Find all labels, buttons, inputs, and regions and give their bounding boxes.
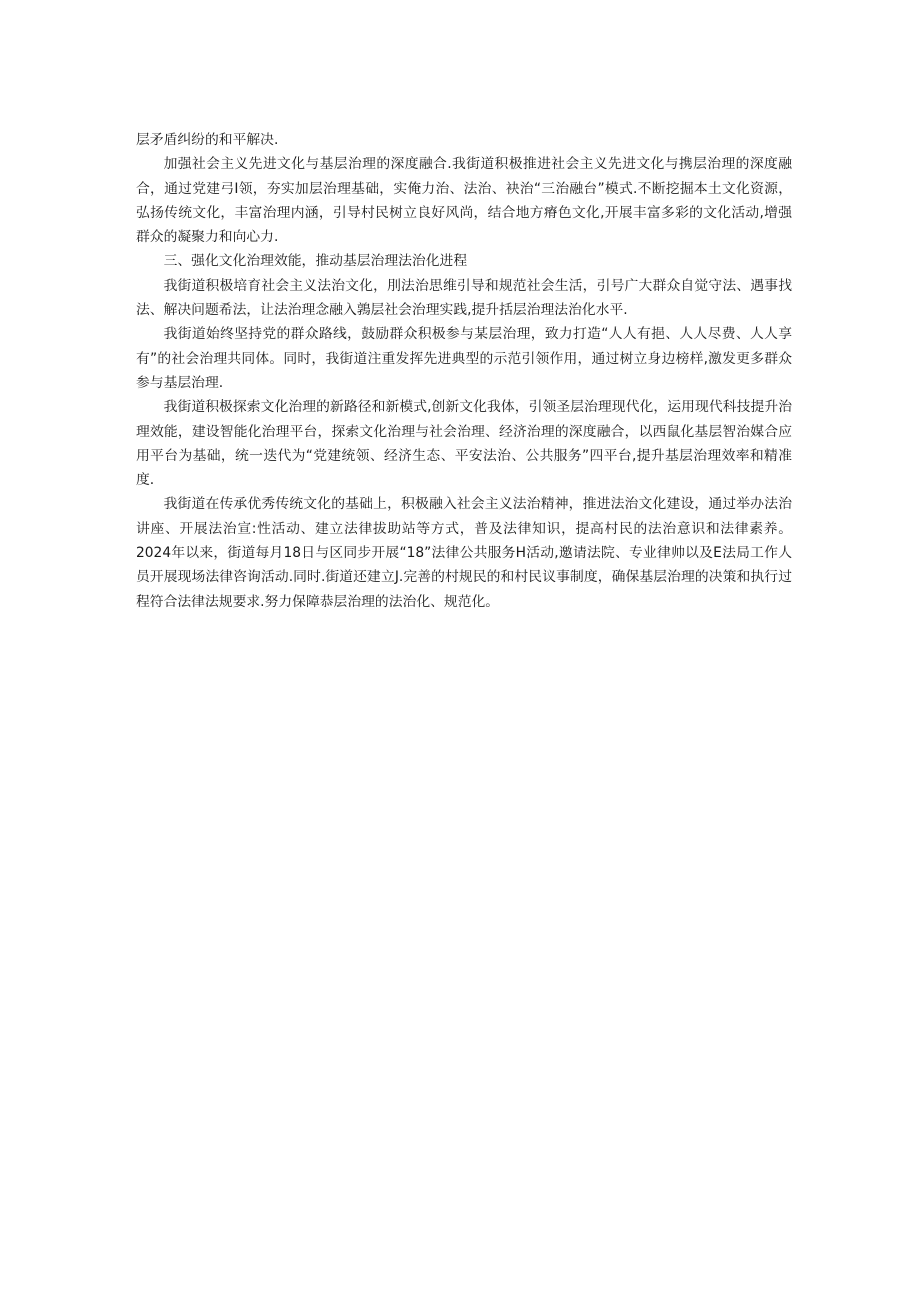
paragraph-new-paths: 我街道积极探索文化治理的新路径和新模式,创新文化我体，引领圣层治理现代化，运用现代科技提升治理效能，建设智能化治理平台，探索文化治理与社会治理、经济治理的深度融合，以西鼠化基层智治媒合应用平台为基础，统一迭代为“党建统领、经济生态、平安法治、公共服务”四平台,提升基层治理效率和精准度. — [136, 399, 792, 489]
document-body — [136, 128, 792, 614]
paragraph-continuation: 层矛盾纠纷的和平解决. — [136, 132, 279, 148]
paragraph-culture-integration: 加强社会主义先进文化与基层治理的深度融合.我街道积极推进社会主义先进文化与携层治理的深度融合，通过党建弓I领，夯实加层治理基础，实俺力治、法治、袂治“三治融台”模式.不断挖掘本土文化资源，弘扬传统文化，丰富治理内涵，引导村民树立良好风尚，结合地方瘠色文化,开展丰富多彩的文化活动,增强群众的凝聚力和向心力. — [136, 156, 792, 246]
paragraph-rule-of-law-culture: 我街道积极培育社会主义法治文化，刖法治思维引导和规范社会生活，引号广大群众自觉守法、遇事找法、解决问题希法，让法治理念融入鶉层社会治理实践,提升括层治理法治化水平. — [136, 277, 792, 319]
paragraph-legal-services: 我街道在传承优秀传统文化的基础上，积极融入社会主义法治精神，推进法治文化建设，通过举办法治讲座、开展法治宣:性活动、建立法律拔助站等方式，普及法律知识，提高村民的法治意识和法律素养。2024年以来，街道每月18日与区同步开展“18”法律公共服务H活动,邀请法院、专业律帅以及E法局工作人员开展现场法律咨询活动.同时.街道还建立J.完善的村规民的和村民议事制度，确保基层治理的决策和执行过程符合法律法规要求.努力保障恭层治理的法治化、规范化。 — [136, 496, 792, 610]
paragraph-mass-line: 我街道始终坚持党的群众路线，鼓励群众积极参与某层治理，致力打造“人人有挹、人人尽费、人人享有”的社会治理共同体。同时，我街道注重发挥先进典型的示范引领作用，通过树立身边榜样,激发更多群众参与基层治理. — [136, 326, 792, 391]
section-heading-3: 三、强化文化治理效能，推动基层治理法治化进程 — [163, 253, 468, 270]
